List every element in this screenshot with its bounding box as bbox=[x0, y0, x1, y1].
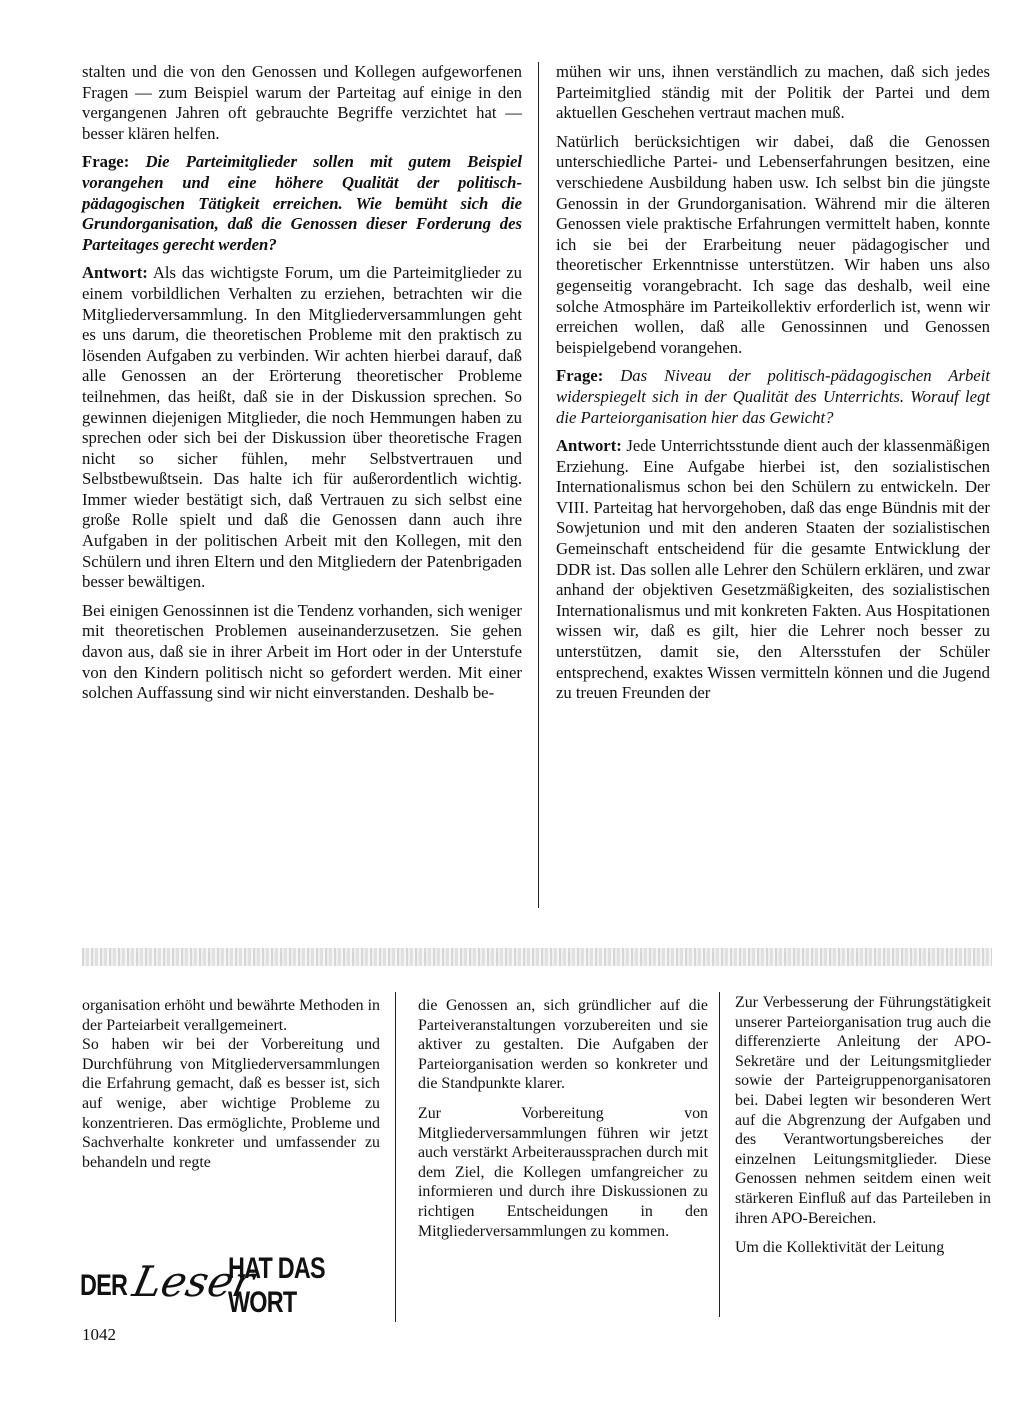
logo-word-left: DER bbox=[80, 1269, 128, 1302]
paragraph: Um die Kollektivität der Leitung bbox=[735, 1239, 945, 1257]
article-column-bottom-3 bbox=[735, 993, 991, 1268]
logo-script-word: Leser bbox=[129, 1256, 259, 1306]
answer-label: Antwort: bbox=[556, 436, 622, 456]
paragraph: Zur Verbesserung der Führungstätigkeit unserer Parteiorganisation trug auch die differenzierte Anleitung der APO-Sekretäre und der Leitungsmitglieder sowie der Parteigruppenorganisatoren bei. Dabei legten wir besonderen Wert auf die Abgrenzung der Aufgaben und des Verantwortungsbereiches der einzelnen Leitungsmitglieder. Diese Genossen nehmen seitdem einen weit stärkeren Einfluß auf das Parteileben in ihren APO-Bereichen. bbox=[735, 994, 991, 1227]
question-label: Frage: bbox=[82, 152, 130, 172]
paragraph: Zur Vorbereitung von Mitgliederversammlungen führen wir jetzt auch verstärkt Arbeiteraussprachen durch mit dem Ziel, die Kollegen umfangreicher zu informieren und durch ihre Diskussionen zu richtigen Entscheidungen in den Mitgliederversammlungen zu kommen. bbox=[418, 1104, 708, 1240]
paragraph: So haben wir bei der Vorbereitung und Durchführung von Mitgliederversammlungen die Erfahrung gemacht, daß es besser ist, sich auf wenige, aber wichtige Probleme zu konzentrieren. Das ermöglichte, Probleme und Sachverhalte konkreter und umfassender zu behandeln und regte bbox=[82, 1036, 380, 1171]
section-separator-strip bbox=[82, 948, 992, 966]
column-divider bbox=[719, 992, 720, 1317]
paragraph: organisation erhöht und bewährte Methoden in der Parteiarbeit verallgemeinert. bbox=[82, 997, 380, 1034]
article-column-bottom-1 bbox=[82, 996, 380, 1182]
paragraph: Natürlich berücksichtigen wir dabei, daß die Genossen unterschiedliche Partei- und Lebenserfahrungen besitzen, eine verschiedene Ausbildung haben usw. Ich selbst bin die jüngste Genossin in der Grundorganisation. Während mir die älteren Genossen viele praktische Erfahrungen vermittelt haben, konnte ich sie bei der Erarbeitung neuer pädagogischer und theoretischer Erkenntnisse unterstützen. Wir haben uns also gegenseitig vorangebracht. Ich sage das deshalb, weil eine solche Atmosphäre im Parteikollektiv erforderlich ist, wenn wir erreichen wollen, daß alle Genossinnen und Genossen beispielgebend vorangehen. bbox=[556, 131, 990, 357]
paragraph: mühen wir uns, ihnen verständlich zu machen, daß sich jedes Parteimitglied ständig mit der Politik der Partei und dem aktuellen Geschehen vertraut machen muß. bbox=[556, 62, 990, 123]
der-leser-hat-das-wort-logo bbox=[80, 1252, 370, 1319]
answer-label: Antwort: bbox=[82, 263, 148, 283]
article-column-top-right bbox=[556, 62, 990, 704]
column-divider bbox=[395, 992, 396, 1322]
page-number: 1042 bbox=[82, 1325, 116, 1344]
answer-paragraph bbox=[82, 263, 522, 593]
paragraph: stalten und die von den Genossen und Kollegen aufgeworfenen Fragen — zum Beispiel warum der Parteitag auf einige in den vergangenen Jahren oft gebrauchte Begriffe verzichtet hat — besser klären helfen. bbox=[82, 62, 522, 143]
question-label: Frage: bbox=[556, 366, 604, 386]
question-text: Die Parteimitglieder sollen mit gutem Beispiel vorangehen und eine höhere Qualität der politisch-pädagogischen Tätigkeit erreichen. Wie bemüht sich die Grundorganisation, daß die Genossen dieser Forderung des Parteitages gerecht werden? bbox=[82, 152, 522, 254]
article-column-top-left bbox=[82, 62, 522, 704]
paragraph: Bei einigen Genossinnen ist die Tendenz vorhanden, sich weniger mit theoretischen Problemen auseinanderzusetzen. Sie gehen davon aus, daß sie in ihrer Arbeit im Hort oder in der Unterstufe von den Kindern politisch nicht so gefordert werden. Mit einer solchen Auffassung sind wir nicht einverstanden. Deshalb be- bbox=[82, 600, 522, 703]
question-text: Das Niveau der politisch-pädagogischen Arbeit widerspiegelt sich in der Qualität des Unterrichts. Worauf legt die Parteiorganisation hier das Gewicht? bbox=[556, 366, 990, 427]
logo-words-right: HAT DAS WORT bbox=[227, 1252, 325, 1319]
answer-text: Als das wichtigste Forum, um die Parteimitglieder zu einem vorbildlichen Verhalten zu erziehen, betrachten wir die Mitgliederversammlung. In den Mitgliederversammlungen geht es uns darum, die theoretischen Probleme mit den praktisch zu lösenden Aufgaben zu verbinden. Wir achten hierbei darauf, daß alle Genossen an der Erörterung theoretischer Probleme teilnehmen, das heißt, daß sie in der Diskussion sprechen. So gewinnen diejenigen Mitglieder, die noch Hemmungen haben zu sprechen oder sich bei der Diskussion über theoretische Fragen nicht so sicher fühlen, mehr Selbstvertrauen und Selbstbewußtsein. Das halte ich für außerordentlich wichtig. Immer wieder bestätigt sich, daß Vertrauen zu sich selbst eine große Rolle spielt und daß die Genossen dann auch ihre Aufgaben in der politischen Arbeit mit den Kollegen, mit den Schülern und ihren Eltern und den Mitgliedern der Patenbrigaden besser bewältigen. bbox=[82, 263, 522, 592]
column-divider bbox=[538, 62, 539, 908]
article-column-bottom-2 bbox=[418, 996, 708, 1251]
answer-text: Jede Unterrichtsstunde dient auch der klassenmäßigen Erziehung. Eine Aufgabe hierbei ist, den sozialistischen Internationalismus schon bei den Schülern zu entwickeln. Der VIII. Parteitag hat hervorgehoben, daß das enge Bündnis mit der Sowjetunion und mit den anderen Staaten der sozialistischen Gemeinschaft entscheidend für die gesamte Entwicklung der DDR ist. Das sollen alle Lehrer den Schülern erklären, und zwar anhand der objektiven Gesetzmäßigkeiten, des sozialistischen Internationalismus und mit konkreten Fakten. Aus Hospitationen wissen wir, daß es gilt, hier die Lehrer noch besser zu unterstützen, damit sie, den Altersstufen der Schüler entsprechend, exaktes Wissen vermitteln können und die Jugend zu treuen Freunden der bbox=[556, 436, 990, 703]
question-paragraph bbox=[82, 152, 522, 255]
answer-paragraph bbox=[556, 436, 990, 704]
paragraph: die Genossen an, sich gründlicher auf die Parteiveranstaltungen vorzubereiten und sie aktiver zu gestalten. Die Aufgaben der Parteiorganisation werden so konkreter und die Standpunkte klarer. bbox=[418, 997, 708, 1093]
question-paragraph bbox=[556, 366, 990, 428]
